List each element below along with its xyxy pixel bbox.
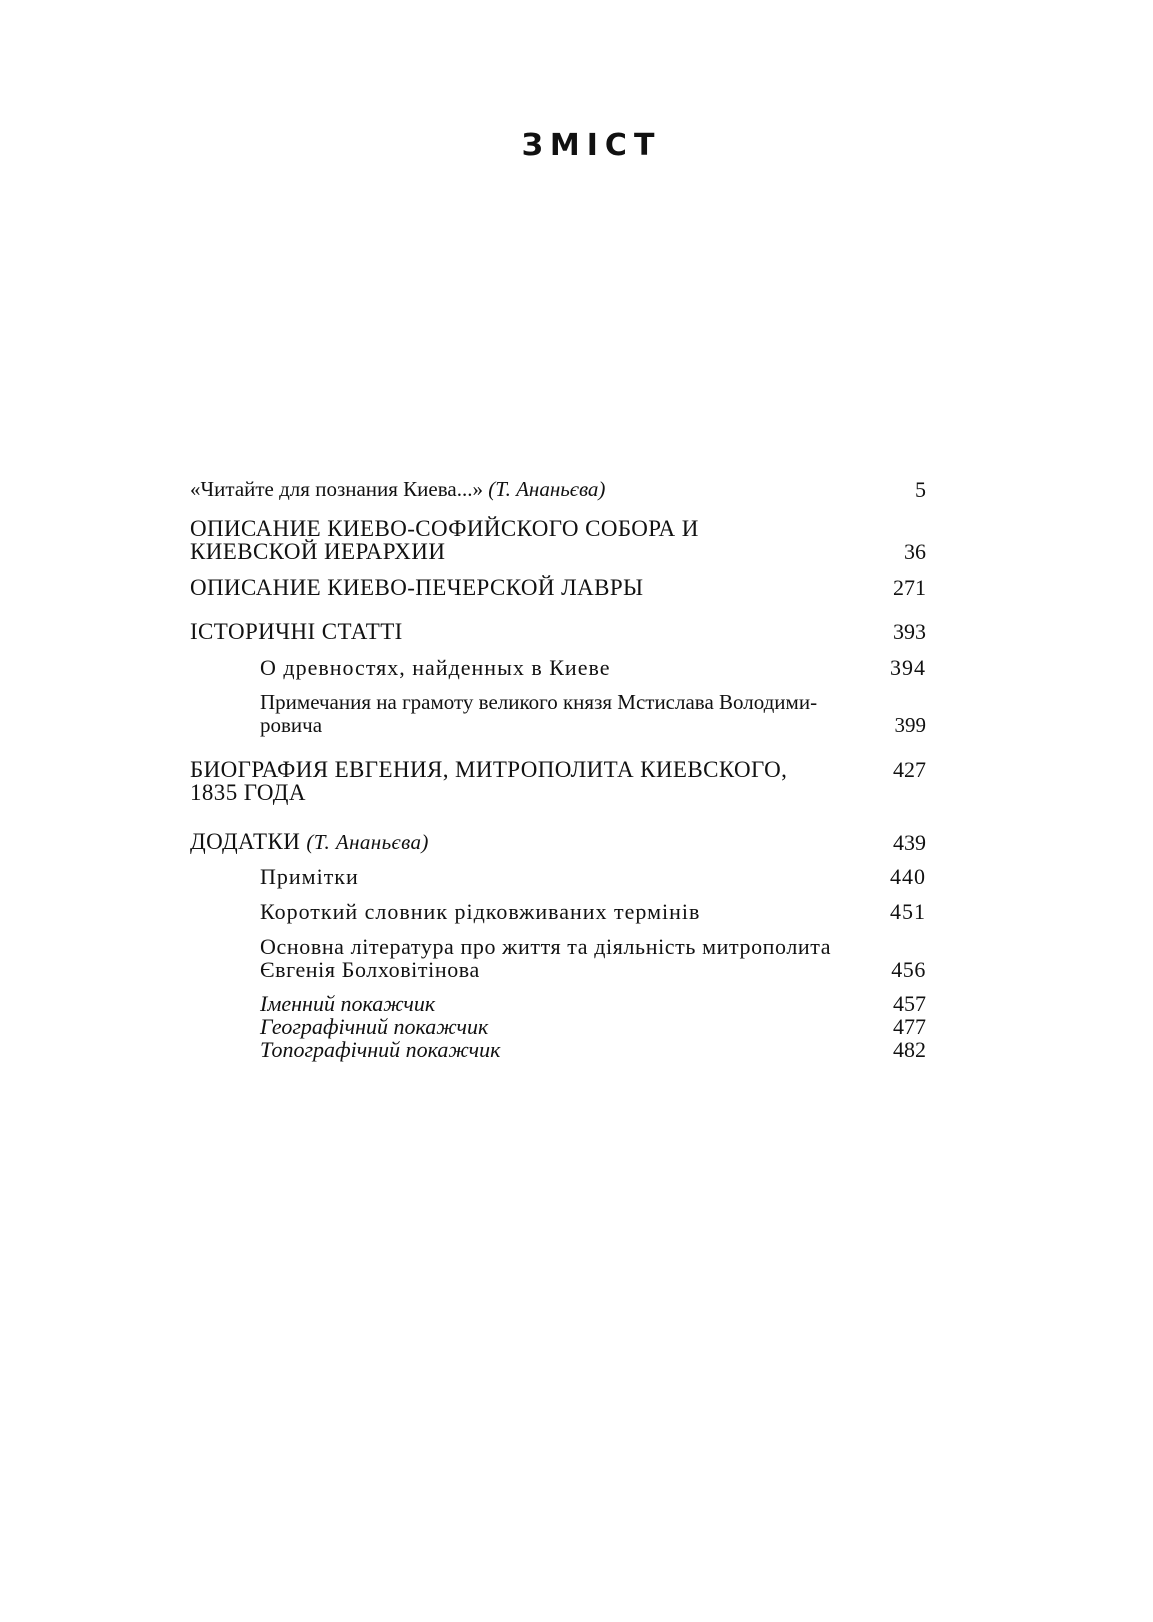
toc-page-number: 451	[890, 899, 926, 924]
toc-entry-title: ІСТОРИЧНІ СТАТТІ	[190, 619, 403, 644]
toc-entry-geo-index	[260, 1015, 926, 1038]
toc-page-number: 393	[893, 619, 926, 644]
toc-entry-author: (Т. Ананьєва)	[488, 477, 606, 501]
toc-page-number: 440	[890, 864, 926, 889]
toc-entry-intro	[190, 478, 926, 501]
toc-entry-appendices	[190, 830, 926, 854]
toc-entry-title: ДОДАТКИ	[190, 829, 301, 854]
toc-page-number: 5	[915, 477, 926, 502]
toc-entry-articles	[190, 620, 926, 643]
toc-entry-topo-index	[260, 1038, 926, 1061]
toc-entry-sofia	[190, 517, 926, 563]
toc-page-number: 439	[893, 830, 926, 855]
toc-entry-text	[190, 830, 926, 854]
toc-entry-biography	[190, 758, 926, 804]
toc-entry-line: БИОГРАФИЯ ЕВГЕНИЯ, МИТРОПОЛИТА КИЕВСКОГО,	[190, 757, 788, 782]
toc-entry-title: О древностях, найденных в Киеве	[260, 655, 611, 680]
toc-entry-name-index	[260, 992, 926, 1015]
toc-entry-glossary	[260, 900, 926, 923]
toc-entry-notes	[260, 865, 926, 888]
toc-page-number: 427	[893, 757, 926, 782]
toc-entry-antiquities	[260, 656, 926, 679]
toc-page-number: 271	[893, 575, 926, 600]
toc-entry-text	[190, 517, 926, 563]
toc-page-number: 399	[894, 713, 926, 737]
page-title: ЗМІСТ	[521, 128, 662, 163]
toc-page-number: 482	[893, 1037, 926, 1062]
toc-entry-bibliography	[260, 935, 926, 981]
toc-page-number: 457	[893, 991, 926, 1016]
toc-page-number: 394	[890, 655, 926, 680]
toc-entry-lavra	[190, 576, 926, 599]
toc-entry-line: ОПИСАНИЕ КИЕВО-СОФИЙСКОГО СОБОРА И	[190, 516, 699, 541]
toc-entry-text	[260, 691, 926, 737]
toc-entry-title: «Читайте для познания Киева...»	[190, 477, 483, 501]
toc-entry-title: Іменний покажчик	[260, 991, 436, 1016]
toc-entry-line: Основна література про життя та діяльність митрополита	[260, 934, 832, 959]
toc-entry-title: Географічний покажчик	[260, 1014, 489, 1039]
toc-entry-title: Короткий словник рідковживаних термінів	[260, 899, 701, 924]
toc-page-number: 477	[893, 1014, 926, 1039]
toc-entry-title: Топографічний покажчик	[260, 1037, 501, 1062]
toc-entry-text	[260, 935, 926, 981]
toc-page-number: 456	[891, 957, 926, 982]
toc-entry-title: Примітки	[260, 864, 359, 889]
toc-entry-author: (Т. Ананьєва)	[306, 830, 429, 854]
toc-entry-line: КИЕВСКОЙ ИЕРАРХИИ	[190, 539, 446, 564]
toc-entry-text	[190, 478, 926, 501]
toc-entry-line: 1835 ГОДА	[190, 780, 306, 805]
toc-entry-text	[190, 758, 926, 804]
toc-entry-title: ОПИСАНИЕ КИЕВО-ПЕЧЕРСКОЙ ЛАВРЫ	[190, 575, 644, 600]
toc-page-number: 36	[904, 539, 926, 564]
toc-entry-line: Євгенія Болховітінова	[260, 957, 480, 982]
toc-entry-line: ровича	[260, 713, 323, 737]
table-of-contents	[190, 478, 926, 1061]
toc-entry-charter-notes	[260, 691, 926, 737]
toc-entry-line: Примечания на грамоту великого князя Мстислава Володими-	[260, 690, 818, 714]
